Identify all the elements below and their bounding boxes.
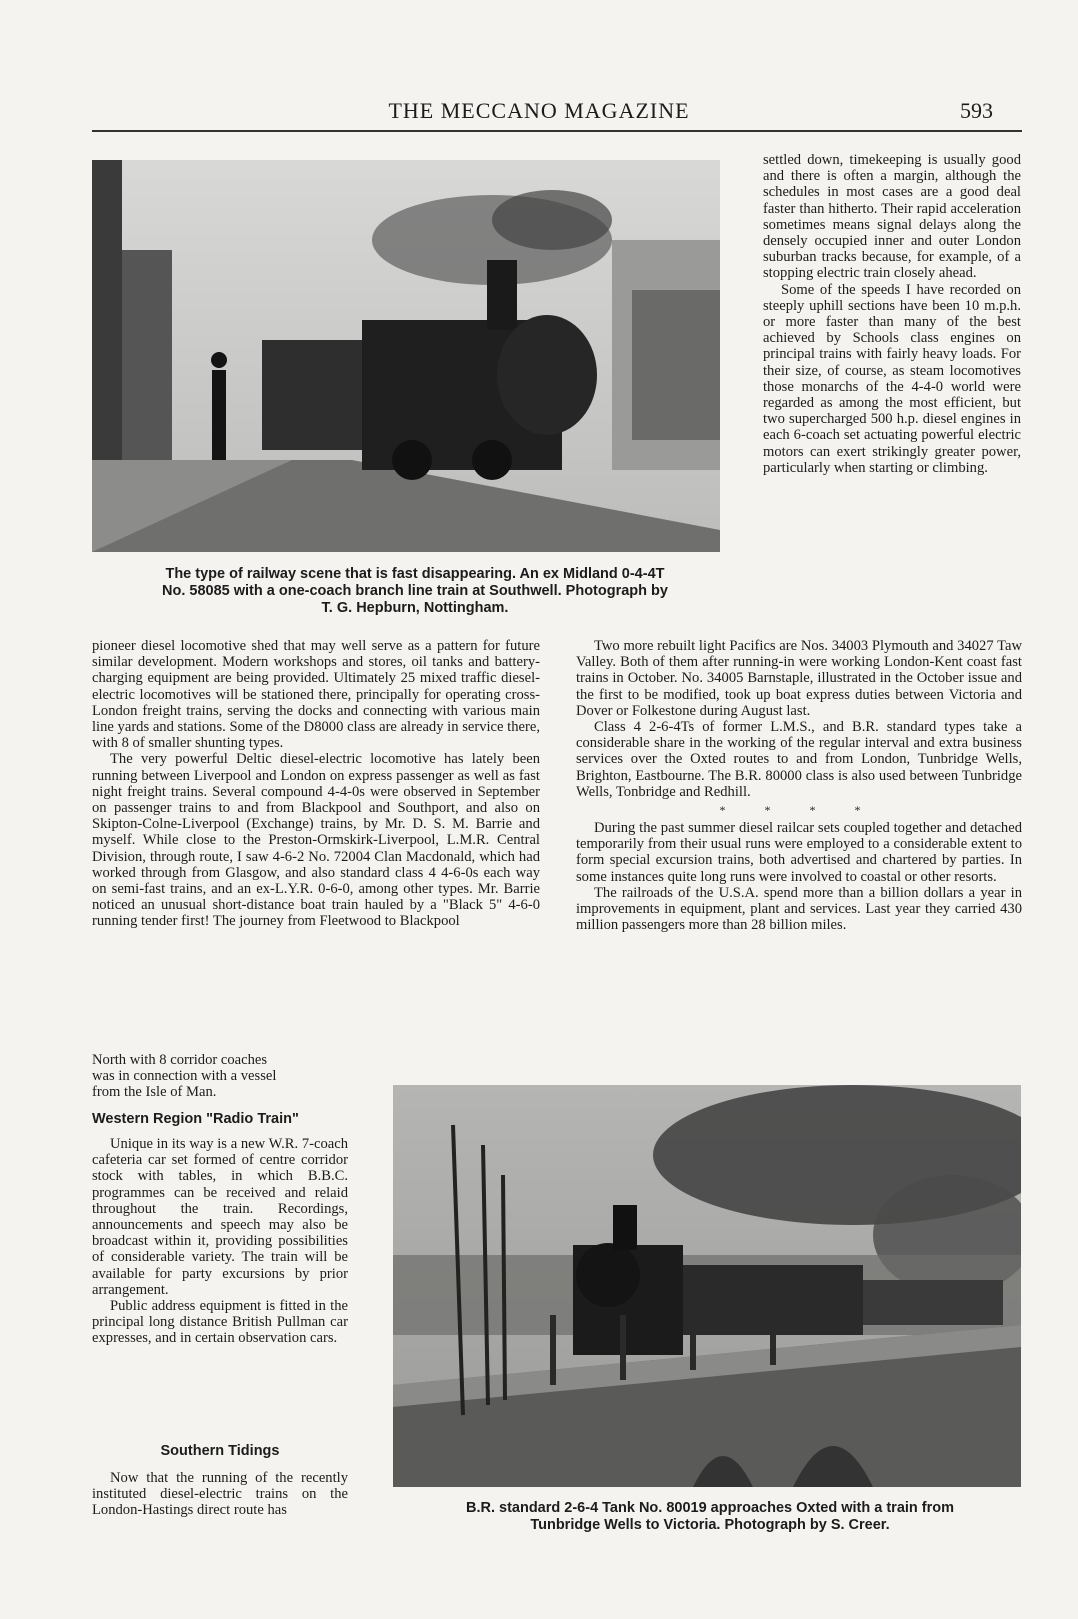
western-region-column xyxy=(92,1136,348,1347)
photo2-graphic xyxy=(393,1085,1021,1487)
paragraph: The railroads of the U.S.A. spend more than a billion dollars a year in improvements in equipment, plant and services. Last year they carried 430 million passengers more than 28 billion miles. xyxy=(576,884,1022,934)
photo2-caption xyxy=(393,1500,1027,1534)
photo-midland-tank-southwell xyxy=(92,160,720,552)
paragraph: Now that the running of the recently instituted diesel-electric trains on the London-Hastings direct route has xyxy=(92,1470,348,1519)
photo1-caption-line: No. 58085 with a one-coach branch line train at Southwell. Photograph by xyxy=(162,583,668,599)
text-line: North with 8 corridor coaches xyxy=(92,1052,268,1068)
paragraph: settled down, timekeeping is usually good and there is often a margin, although the schedules in most cases are a good deal faster than hitherto. Their rapid acceleration sometimes means signal delays along the densely occupied inner and outer London suburban tracks because, for example, of a stopping electric train closely ahead. xyxy=(763,152,1021,282)
photo2-caption-line: Tunbridge Wells to Victoria. Photograph by S. Creer. xyxy=(530,1517,890,1533)
photo1-graphic xyxy=(92,160,720,552)
section-divider-stars: * * * * xyxy=(719,803,879,818)
photo-tank-80019-oxted xyxy=(393,1085,1021,1487)
paragraph: pioneer diesel locomotive shed that may well serve as a pattern for future similar development. Modern workshops and stores, oil tanks and battery-charging equipment are being provided. Ultimately 25 mixed traffic diesel-electric locomotives will be stationed there, principally for operating cross-London freight trains, serving the docks and connecting with various main line yards and stations. Some of the D8000 class are already in service there, with 8 of smaller shunting types. xyxy=(92,638,540,752)
photo1-caption-line: The type of railway scene that is fast disappearing. An ex Midland 0-4-4T xyxy=(165,566,665,582)
southern-tidings-column xyxy=(92,1470,348,1519)
paragraph: During the past summer diesel railcar sets coupled together and detached temporarily from their usual runs were employed to a considerable extent to form special excursion trains, both advertised and chartered by parties. In some instances quite long runs were involved to coastal or other resorts. xyxy=(576,820,1022,885)
paragraph: Class 4 2-6-4Ts of former L.M.S., and B.R. standard types take a considerable share in the working of the regular interval and extra business services over the Oxted routes to and from London, Tunbridge Wells, Brighton, Eastbourne. The B.R. 80000 class is also used between Tunbridge Wells, Tonbridge and Redhill. xyxy=(576,719,1022,800)
magazine-title: THE MECCANO MAGAZINE xyxy=(388,98,690,123)
paragraph: Some of the speeds I have recorded on steeply uphill sections have been 10 m.p.h. or more faster than many of the best achieved by Schools class engines on principal trains with fairly heavy loads. For their size, of course, as steam locomotives those monarchs of the 4-4-0 world were regarded as among the most efficient, but two supercharged 500 h.p. diesel engines in each 6-coach set actuating powerful electric motors can exert strikingly greater power, particularly when starting or climbing. xyxy=(763,281,1021,476)
photo2-caption-line: B.R. standard 2-6-4 Tank No. 80019 approaches Oxted with a train from xyxy=(465,1500,955,1516)
section-heading-southern-tidings: Southern Tidings xyxy=(160,1443,280,1459)
text-line: from the Isle of Man. xyxy=(92,1084,217,1101)
page-number: 593 xyxy=(960,98,993,123)
paragraph: The very powerful Deltic diesel-electric locomotive has lately been running between Liverpool and London on express passenger as well as fast night freight trains. Several compound 4-4-0s were observed in September on passenger trains to and from Blackpool and Southport, and also on Skipton-Colne-Liverpool (Exchange) trains, by Mr. D. S. M. Barrie and myself. While close to the Preston-Ormskirk-Liverpool, L.M.R. Central Division, through route, I saw 4-6-2 No. 72004 Clan Macdonald, which had worked through from Glasgow, and also standard class 4 4-6-0s each way on semi-fast trains, and an ex-L.Y.R. 0-6-0, among other types. Mr. Barrie noticed an unusual short-distance boat train hauled by a "Black 5" 4-6-0 running tender first! The journey from Fleetwood to Blackpool xyxy=(92,751,540,930)
left-column xyxy=(92,638,540,930)
text-line: was in connection with a vessel xyxy=(92,1068,277,1085)
paragraph: Public address equipment is fitted in the principal long distance British Pullman car expresses, and in certain observation cars. xyxy=(92,1298,348,1347)
header-rule xyxy=(92,130,1022,132)
right-column xyxy=(576,638,1022,933)
left-column-tail xyxy=(92,1052,352,1101)
photo1-caption-line: T. G. Hepburn, Nottingham. xyxy=(321,600,509,616)
paragraph: Unique in its way is a new W.R. 7-coach cafeteria car set formed of centre corridor stock with tables, in which B.B.C. programmes can be received and relaid throughout the train. Recordings, announcements and speech may also be broadcast within it, providing possibilities of considerable variety. The train will be available for party excursions by prior arrangement. xyxy=(92,1136,348,1298)
photo1-caption xyxy=(92,566,738,617)
section-heading-western-region: Western Region "Radio Train" xyxy=(92,1111,299,1127)
right-top-column xyxy=(763,152,1021,476)
paragraph: Two more rebuilt light Pacifics are Nos. 34003 Plymouth and 34027 Taw Valley. Both of them after running-in were working London-Kent coast fast trains in October. No. 34005 Barnstaple, illustrated in the October issue and the first to be modified, took up boat express duties between Victoria and Dover or Folkestone during August last. xyxy=(576,638,1022,719)
